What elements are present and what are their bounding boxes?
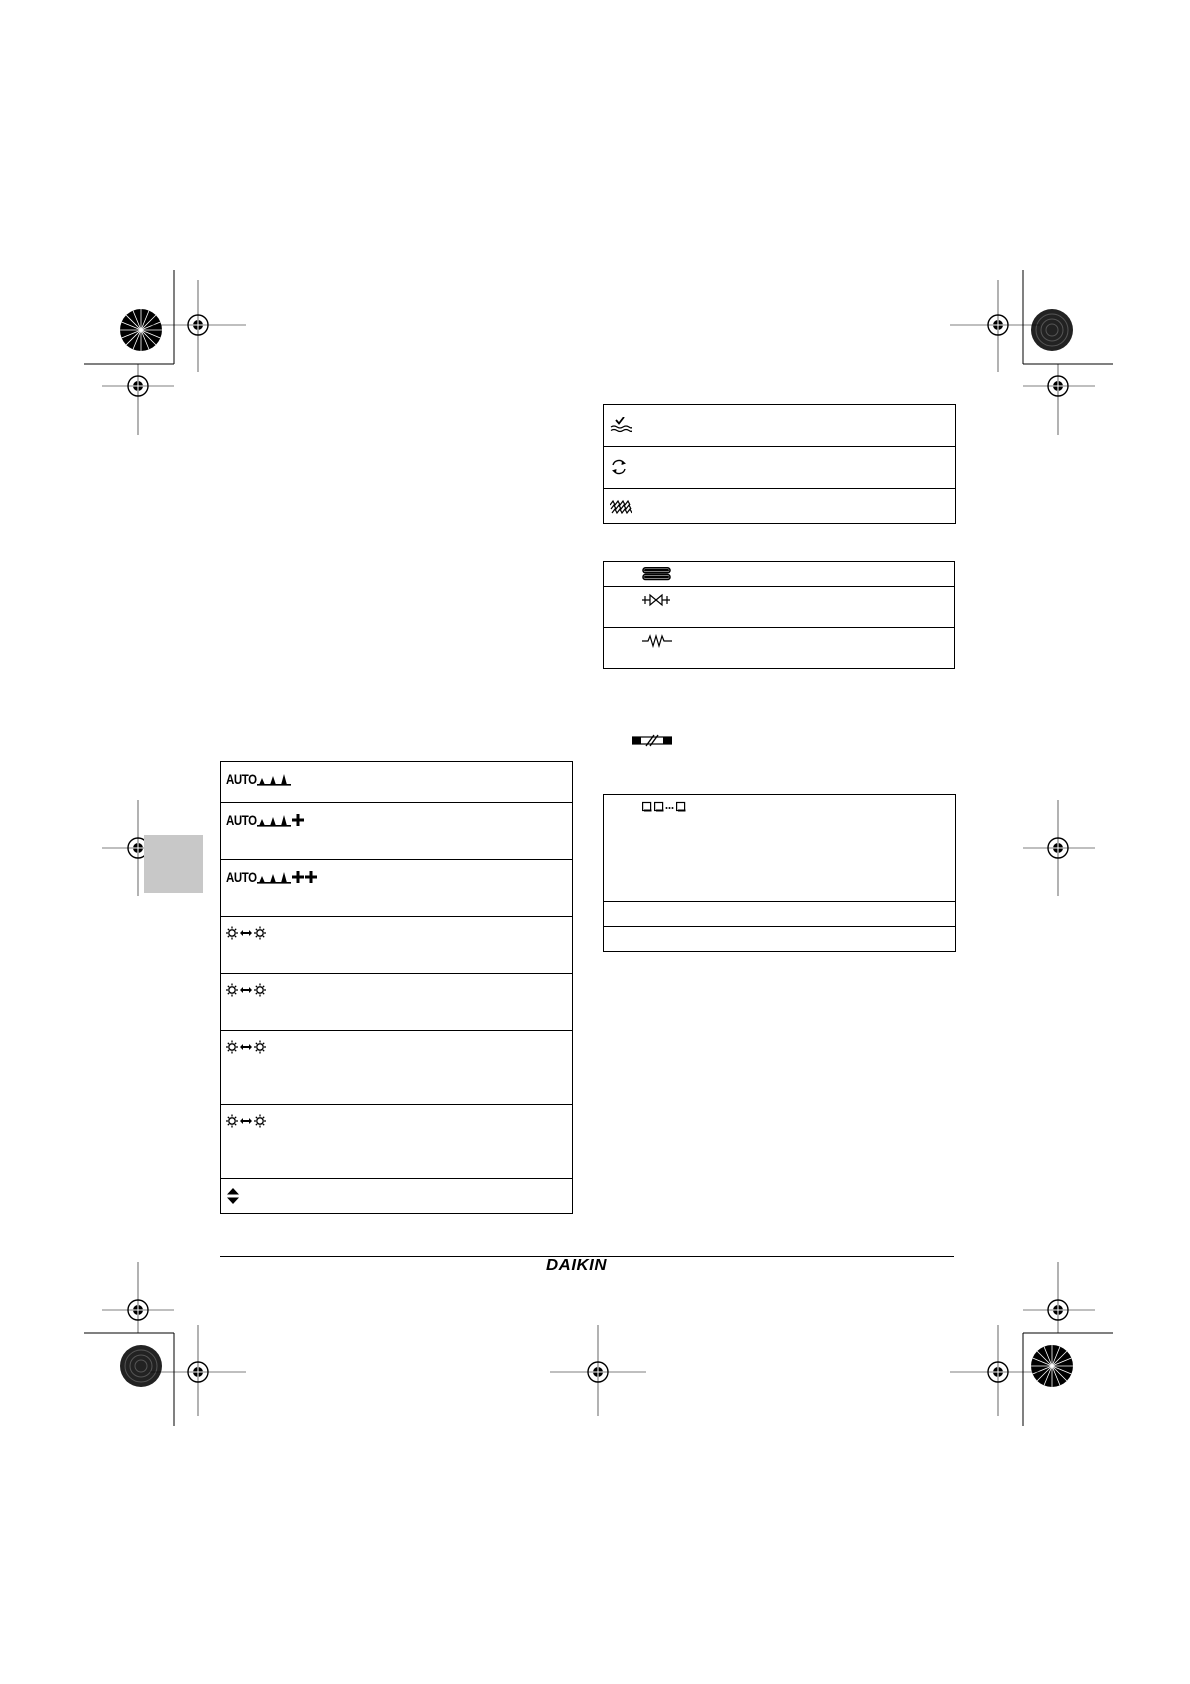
water-check-icon [610,417,632,434]
table-row [221,1105,573,1179]
auto-label: AUTO [226,812,257,828]
table-row [221,917,573,974]
digit-segments-icon [642,801,686,813]
fuse-symbol [632,734,672,753]
auto-label: AUTO [226,771,257,787]
table-row [221,1031,573,1105]
table-row [221,974,573,1031]
auto-label: AUTO [226,869,257,885]
table-row [221,860,573,917]
sun-swap-icon [226,1040,268,1054]
table-row [604,447,956,489]
table-row [221,762,573,803]
table-row [604,587,955,628]
table-row [221,803,573,860]
plus-icon [305,871,317,883]
fan-speed-3-icon [257,772,291,786]
table-row [604,562,955,587]
tank-coil-icon [642,567,672,581]
sun-swap-icon [226,926,268,940]
sun-swap-icon [226,1114,268,1128]
chapter-side-tab [144,835,203,893]
plus-icon [292,814,304,826]
valve-icon [642,593,670,607]
table-row [604,927,956,952]
table-row [604,902,956,927]
table-row [604,405,956,447]
logo-text: DAIKIN [546,1257,608,1274]
display-code-table [603,794,956,952]
resistor-icon [642,634,672,648]
table-row [221,1179,573,1214]
plus-icon [292,871,304,883]
component-symbol-table [603,561,955,669]
fuse-icon [632,734,672,748]
up-down-arrow-icon [227,1188,239,1204]
rotate-arrows-icon [610,458,628,476]
fan-mode-table [220,761,573,1214]
table-row [604,795,956,902]
fan-speed-3-icon [257,870,291,884]
table-row [604,628,955,669]
sun-swap-icon [226,983,268,997]
table-row [604,489,956,524]
heat-waves-icon [610,499,632,515]
daikin-logo [546,1257,622,1275]
fan-speed-3-icon [257,813,291,827]
operation-symbol-table [603,404,956,524]
